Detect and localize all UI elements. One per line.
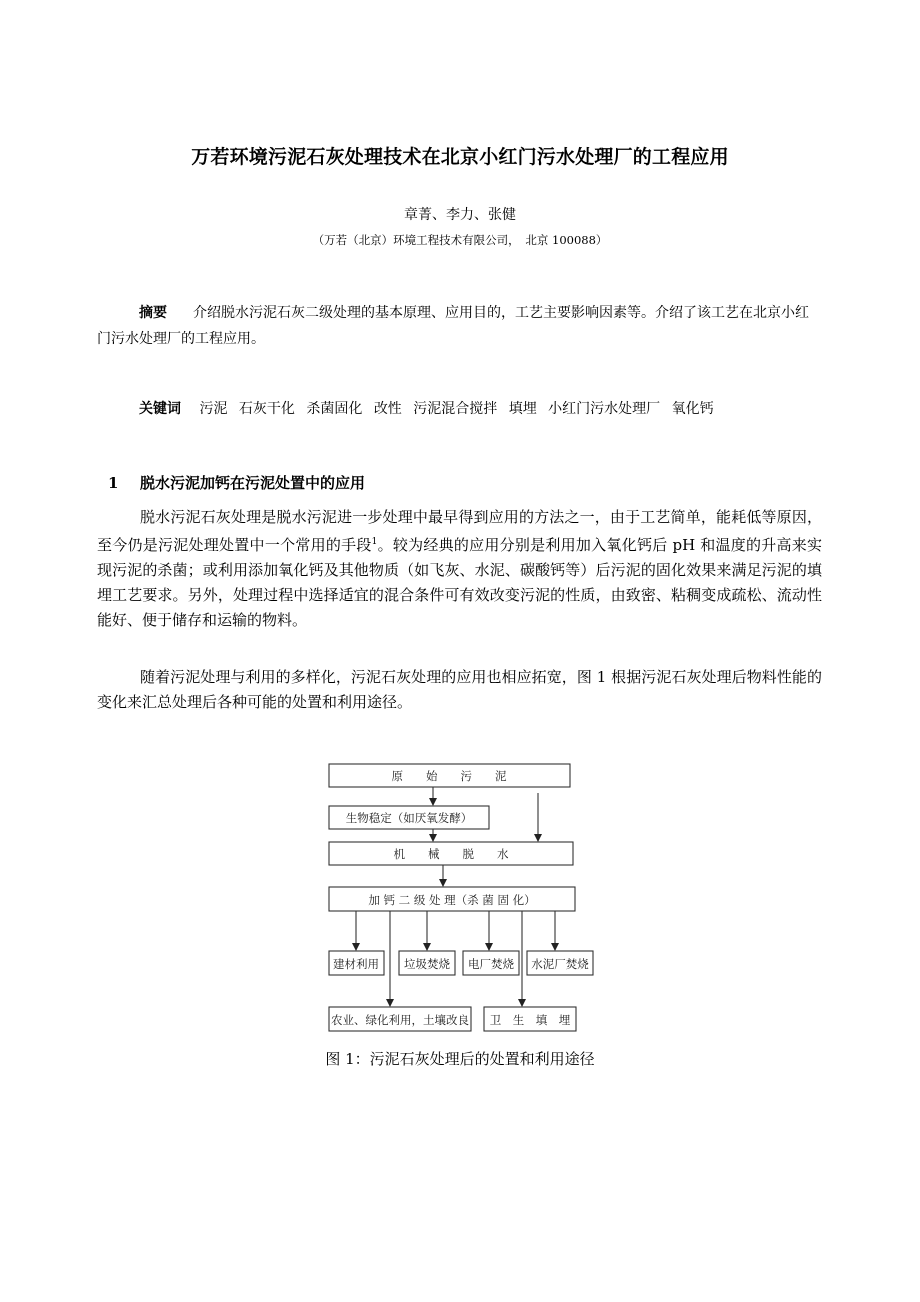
abstract-text: 介绍脱水污泥石灰二级处理的基本原理、应用目的，工艺主要影响因素等。介绍了该工艺在北京小红门污水处理厂的工程应用。 [97, 305, 809, 347]
keyword: 小红门污水处理厂 [548, 401, 661, 417]
label-bio-stabilization: 生物稳定（如厌氧发酵） [345, 811, 473, 825]
box-cement-plant-incineration [527, 951, 593, 975]
keyword: 污泥 [199, 401, 228, 417]
paragraph-2: 随着污泥处理与利用的多样化，污泥石灰处理的应用也相应拓宽，图 1 根据污泥石灰处理后物料性能的变化来汇总处理后各种可能的处置和利用途径。 [97, 668, 822, 711]
paragraph-1-text-b: 。较为经典的应用分别是利用加入氧化钙后 pH 和温度的升高来实现污泥的杀菌；或利用添加氧化钙及其他物质（如飞灰、水泥、碳酸钙等）后污泥的固化效果来满足污泥的填埋工艺要求。另外，处理过程中选择适宜的混合条件可有效改变污泥的性质，由致密、粘稠变成疏松、流动性能好、便于储存和运输的物料。 [97, 536, 822, 629]
paragraph-1 [97, 505, 822, 633]
box-mech-dewatering [329, 842, 573, 865]
label-power-plant-incineration: 电厂焚烧 [468, 957, 514, 971]
section-heading [108, 472, 365, 493]
label-agriculture: 农业、绿化利用，土壤改良 [331, 1013, 469, 1027]
keywords-label: 关键词 [139, 401, 181, 417]
label-mech-dewatering: 机 械 脱 水 [393, 847, 509, 861]
keyword: 杀菌固化 [306, 401, 363, 417]
keywords [139, 398, 829, 418]
keyword: 改性 [373, 401, 402, 417]
paper-title: 万若环境污泥石灰处理技术在北京小红门污水处理厂的工程应用 [191, 146, 729, 168]
box-waste-incineration [399, 951, 455, 975]
label-sanitary-landfill: 卫 生 填 埋 [489, 1013, 571, 1027]
figure-caption: 图 1：污泥石灰处理后的处置和利用途径 [325, 1050, 595, 1068]
section-title: 脱水污泥加钙在污泥处置中的应用 [140, 474, 366, 492]
keyword: 污泥混合搅拌 [413, 401, 498, 417]
abstract [97, 300, 822, 352]
box-raw-sludge [329, 764, 570, 787]
reference-marker: 1 [371, 537, 378, 547]
label-building-material: 建材利用 [333, 957, 379, 971]
label-calcium-treatment: 加 钙 二 级 处 理（杀 菌 固 化） [368, 893, 536, 907]
box-power-plant-incineration [463, 951, 519, 975]
box-agriculture [329, 1007, 471, 1031]
box-building-material [329, 951, 384, 975]
section-number: 1 [108, 474, 119, 492]
keyword: 石灰干化 [238, 401, 295, 417]
box-calcium-treatment [329, 887, 575, 911]
box-bio-stabilization [329, 806, 489, 829]
affiliation: （万若（北京）环境工程技术有限公司， 北京 100088） [312, 233, 608, 247]
label-cement-plant-incineration: 水泥厂焚烧 [531, 957, 589, 971]
label-waste-incineration: 垃圾焚烧 [404, 957, 450, 971]
abstract-label: 摘要 [139, 305, 167, 321]
keyword: 填埋 [508, 401, 537, 417]
label-raw-sludge: 原 始 污 泥 [391, 769, 507, 783]
paragraph-1-text-a: 脱水污泥石灰处理是脱水污泥进一步处理中最早得到应用的方法之一，由于工艺简单，能耗低等原因，至今仍是污泥处理处置中一个常用的手段 [97, 508, 822, 554]
authors: 章菁、李力、张健 [404, 207, 516, 223]
keyword: 氧化钙 [671, 401, 714, 417]
box-sanitary-landfill [484, 1007, 576, 1031]
